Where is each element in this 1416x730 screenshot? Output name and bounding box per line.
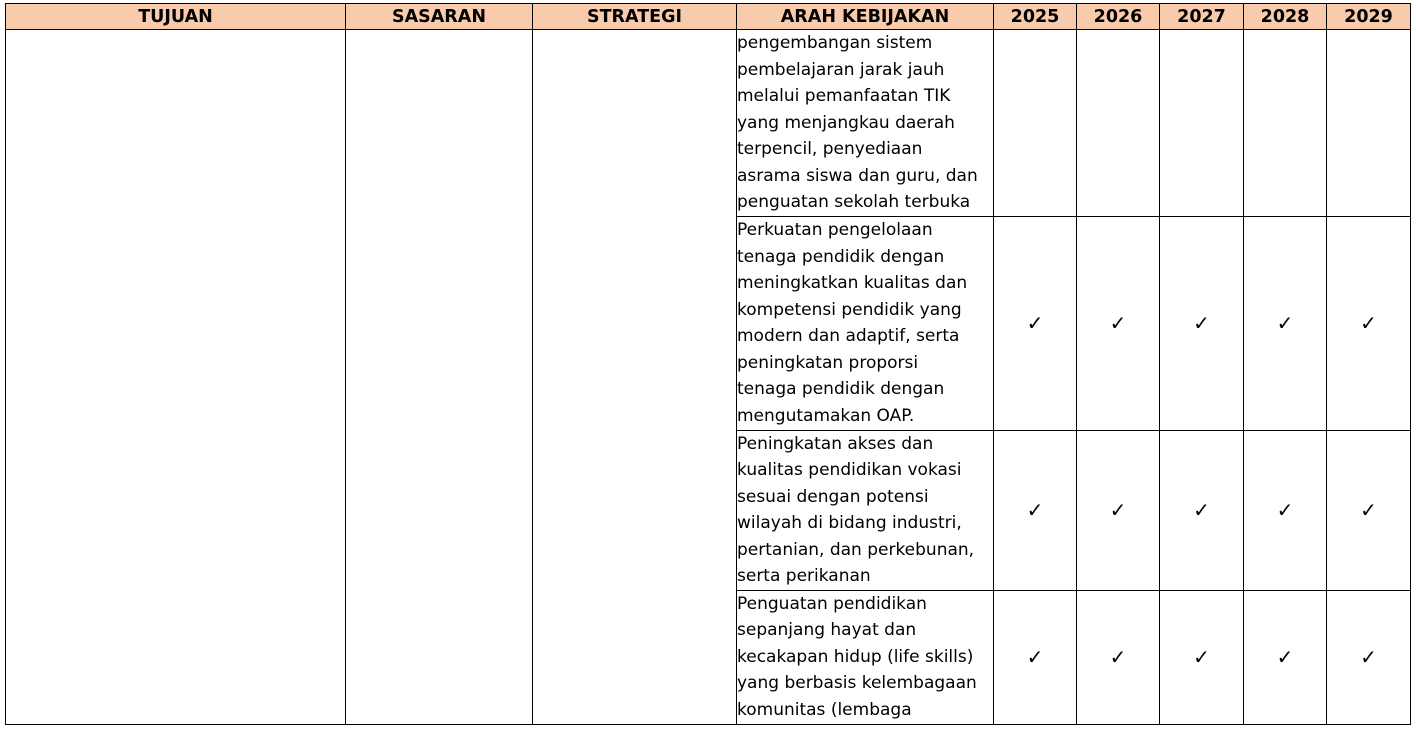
check-mark-cell: ✓ [1327,590,1411,724]
header-arah-kebijakan: ARAH KEBIJAKAN [737,4,994,30]
year-cell [1160,30,1244,217]
header-row [6,4,1411,30]
table-row [6,30,1411,217]
check-mark-cell: ✓ [1244,430,1327,590]
policy-table [5,3,1411,725]
year-cell [1327,30,1411,217]
year-cell [1244,30,1327,217]
strategi-cell [533,30,737,725]
header-strategi: STRATEGI [533,4,737,30]
header-tujuan: TUJUAN [6,4,346,30]
header-year-2025: 2025 [994,4,1077,30]
header-year-2026: 2026 [1077,4,1160,30]
check-mark-cell: ✓ [1160,590,1244,724]
header-year-2027: 2027 [1160,4,1244,30]
header-year-2029: 2029 [1327,4,1411,30]
check-mark-cell: ✓ [994,216,1077,430]
arah-kebijakan-cell: Penguatan pendidikan sepanjang hayat dan kecakapan hidup (life skills) yang berbasis kelembagaan komunitas (lembaga [737,590,994,724]
check-mark-cell: ✓ [1244,590,1327,724]
arah-kebijakan-cell: pengembangan sistem pembelajaran jarak jauh melalui pemanfaatan TIK yang menjangkau daerah terpencil, penyediaan asrama siswa dan guru, dan penguatan sekolah terbuka [737,30,994,217]
check-mark-cell: ✓ [1160,430,1244,590]
check-mark-cell: ✓ [1327,430,1411,590]
header-year-2028: 2028 [1244,4,1327,30]
arah-kebijakan-cell: Peningkatan akses dan kualitas pendidikan vokasi sesuai dengan potensi wilayah di bidang industri, pertanian, dan perkebunan, serta perikanan [737,430,994,590]
header-sasaran: SASARAN [346,4,533,30]
check-mark-cell: ✓ [1077,590,1160,724]
year-cell [994,30,1077,217]
check-mark-cell: ✓ [994,430,1077,590]
year-cell [1077,30,1160,217]
check-mark-cell: ✓ [1327,216,1411,430]
check-mark-cell: ✓ [1244,216,1327,430]
check-mark-cell: ✓ [1160,216,1244,430]
arah-kebijakan-cell: Perkuatan pengelolaan tenaga pendidik dengan meningkatkan kualitas dan kompetensi pendidik yang modern dan adaptif, serta peningkatan proporsi tenaga pendidik dengan mengutamakan OAP. [737,216,994,430]
sasaran-cell [346,30,533,725]
check-mark-cell: ✓ [994,590,1077,724]
check-mark-cell: ✓ [1077,216,1160,430]
check-mark-cell: ✓ [1077,430,1160,590]
tujuan-cell [6,30,346,725]
